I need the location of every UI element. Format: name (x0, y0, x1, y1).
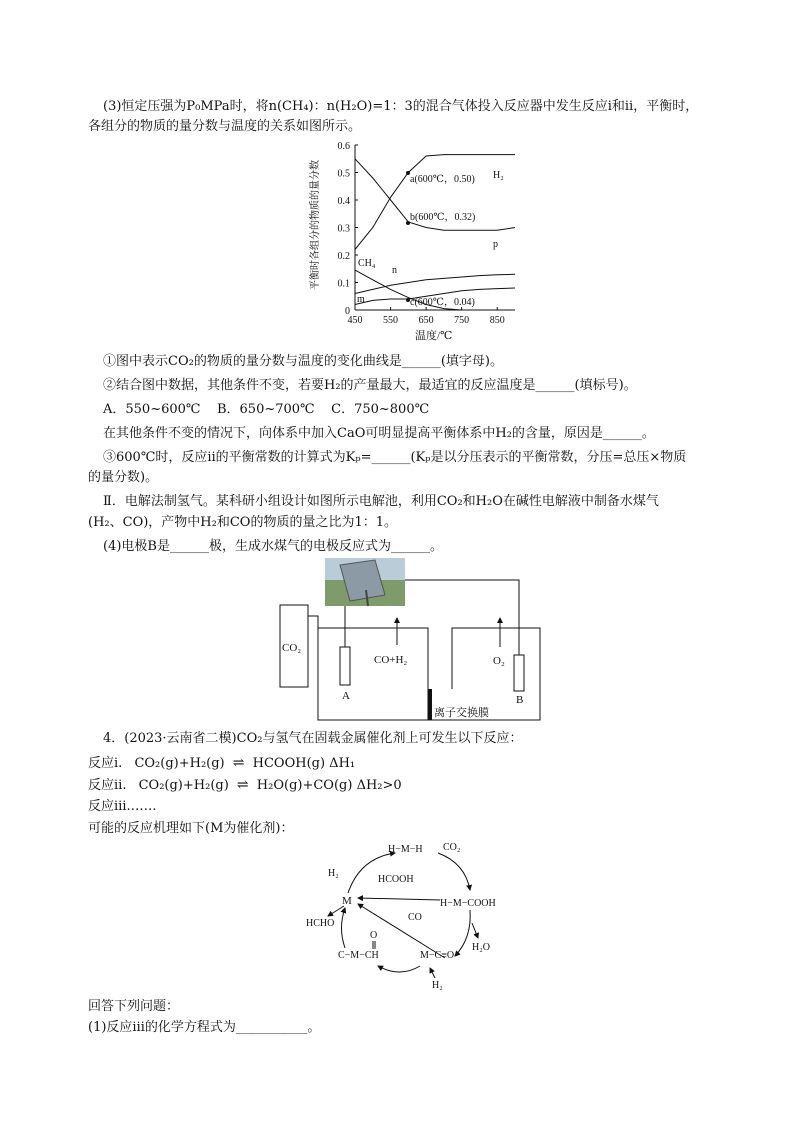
q3-sub2b: 在其他条件不变的情况下，向体系中加入CaO可明显提高平衡体系中H₂的含量，原因是______。 (103, 426, 655, 441)
reaction-3: 反应ⅲ.…… (88, 799, 157, 814)
answer-q1: (1)反应ⅲ的化学方程式为___________。 (88, 1020, 321, 1035)
mech-co2: CO₂ (443, 842, 461, 853)
electrode-b (514, 655, 524, 691)
cycle-bottom (378, 966, 420, 972)
q3-line1: (3)恒定压强为P₀MPa时，将n(CH₄)：n(H₂O)=1：3的混合气体投入反应器中发生反应ⅰ和ⅱ，平衡时， (103, 99, 699, 114)
reaction-2 (88, 776, 402, 795)
cycle-right (455, 910, 470, 956)
arrow-o2-head (497, 617, 503, 623)
cell-left (318, 628, 428, 720)
y-tick-label: 0.3 (337, 223, 350, 235)
equilibrium-arrow-2: ⇌ (236, 777, 249, 793)
reaction-2-label: 反应ⅱ. (88, 778, 127, 793)
q3-options: A．550~600℃ B．650~700℃ C．750~800℃ (103, 402, 430, 417)
x-tick-label: 750 (454, 315, 470, 326)
mechanism-diagram (300, 838, 520, 998)
cycle-left (342, 908, 346, 948)
mech-o: O (370, 930, 378, 941)
reaction-1-right: HCOOH(g) ΔH₁ (252, 756, 356, 771)
mech-h2-top: H₂ (328, 868, 339, 879)
equilibrium-chart (300, 140, 530, 345)
electrode-a (340, 647, 350, 685)
q3-sub2: ②结合图中数据，其他条件不变，若要H₂的产量最大，最适宜的反应温度是______(填标号)。 (103, 378, 637, 393)
reaction-1 (88, 754, 355, 773)
label-ch4: CH₄ (358, 258, 376, 269)
q3-line2: 各组分的物质的量分数与温度的关系如图所示。 (88, 119, 362, 134)
annotation-c: c(600℃，0.04) (410, 297, 475, 308)
label-p: p (493, 239, 498, 250)
y-tick-label: 0.5 (337, 168, 350, 180)
reaction-1-label: 反应ⅰ. (88, 756, 123, 771)
series-line (355, 274, 515, 293)
arrow-hcooh-return (358, 898, 440, 900)
q3-sub1: ①图中表示CO₂的物质的量分数与温度的变化曲线是______(填字母)。 (103, 354, 503, 369)
label-n: n (392, 265, 397, 276)
coh2-label: CO+H₂ (374, 654, 408, 666)
arrow-h2o-out (472, 923, 478, 938)
y-tick-label: 0.4 (337, 196, 350, 207)
mech-hmh: H−M−H (388, 844, 423, 855)
mech-hcooh: HCOOH (378, 874, 414, 885)
arrow-coh2-head (394, 617, 400, 623)
mech-cmch: C−M−CH (338, 950, 379, 961)
label-h2: H₂ (493, 170, 504, 181)
cycle-top-right (438, 853, 470, 890)
mech-m: M (342, 895, 352, 907)
mech-h2o: H₂O (472, 942, 490, 953)
mech-hcho: HCHO (306, 918, 335, 929)
answer-intro: 回答下列问题： (88, 999, 180, 1014)
mech-h2-bottom: H₂ (432, 980, 443, 991)
co2-pipe (308, 616, 318, 668)
reaction-1-left: CO₂(g)+H₂(g) (134, 756, 225, 771)
part2-q4: (4)电极B是______极，生成水煤气的电极反应式为______。 (103, 539, 443, 554)
mech-mco: M−C≡O (420, 950, 455, 961)
series-line (355, 155, 515, 250)
electrode-b-label: B (516, 694, 524, 706)
y-tick-label: 0.6 (337, 141, 350, 152)
part2-line2: (H₂、CO)，产物中H₂和CO的物质的量之比为1：1。 (88, 515, 397, 530)
q3-sub3a: ③600℃时，反应ⅱ的平衡常数的计算式为Kₚ=______(Kₚ是以分压表示的平衡常数，分压=总压×物质 (103, 450, 687, 465)
annotation-a: a(600℃，0.50) (410, 174, 475, 185)
x-tick-label: 450 (347, 315, 363, 326)
x-tick-label: 650 (418, 315, 434, 326)
reaction-2-right: H₂O(g)+CO(g) ΔH₂>0 (256, 778, 402, 793)
co2-label: CO₂ (282, 642, 302, 654)
membrane-label: 离子交换膜 (434, 707, 489, 719)
label-m: m (357, 294, 365, 305)
o2-label: O₂ (493, 655, 505, 667)
mechanism-intro: 可能的反应机理如下(M为催化剂)： (88, 821, 294, 836)
q4-intro: 4．(2023·云南省二模)CO₂与氢气在固载金属催化剂上可发生以下反应： (103, 731, 523, 746)
arrow-h2-in (430, 968, 435, 978)
q3-sub3b: 的量分数)。 (88, 470, 159, 485)
y-tick-label: 0.1 (337, 278, 350, 290)
reaction-2-left: CO₂(g)+H₂(g) (138, 778, 229, 793)
chart-ylabel: 平衡时各组分的物质的量分数 (310, 160, 321, 290)
wire-b (405, 580, 519, 655)
electrolysis-diagram (270, 555, 560, 730)
chart-xlabel: 温度/℃ (415, 330, 453, 342)
y-tick-label: 0.2 (337, 251, 350, 262)
x-tick-label: 850 (489, 315, 505, 326)
arrow-hcho-out (328, 906, 344, 916)
equilibrium-arrow-1: ⇌ (232, 755, 245, 771)
mech-co: CO (408, 912, 422, 923)
y-tick-label: 0 (345, 306, 350, 317)
annotation-b: b(600℃，0.32) (410, 212, 476, 223)
electrode-a-label: A (342, 690, 350, 702)
cycle-top-left (348, 853, 395, 893)
mech-hmcooh: H−M−COOH (440, 898, 496, 909)
x-tick-label: 550 (383, 315, 399, 326)
part2-line1: Ⅱ．电解法制氢气。某科研小组设计如图所示电解池，利用CO₂和H₂O在碱性电解液中制备水煤气 (103, 494, 659, 509)
